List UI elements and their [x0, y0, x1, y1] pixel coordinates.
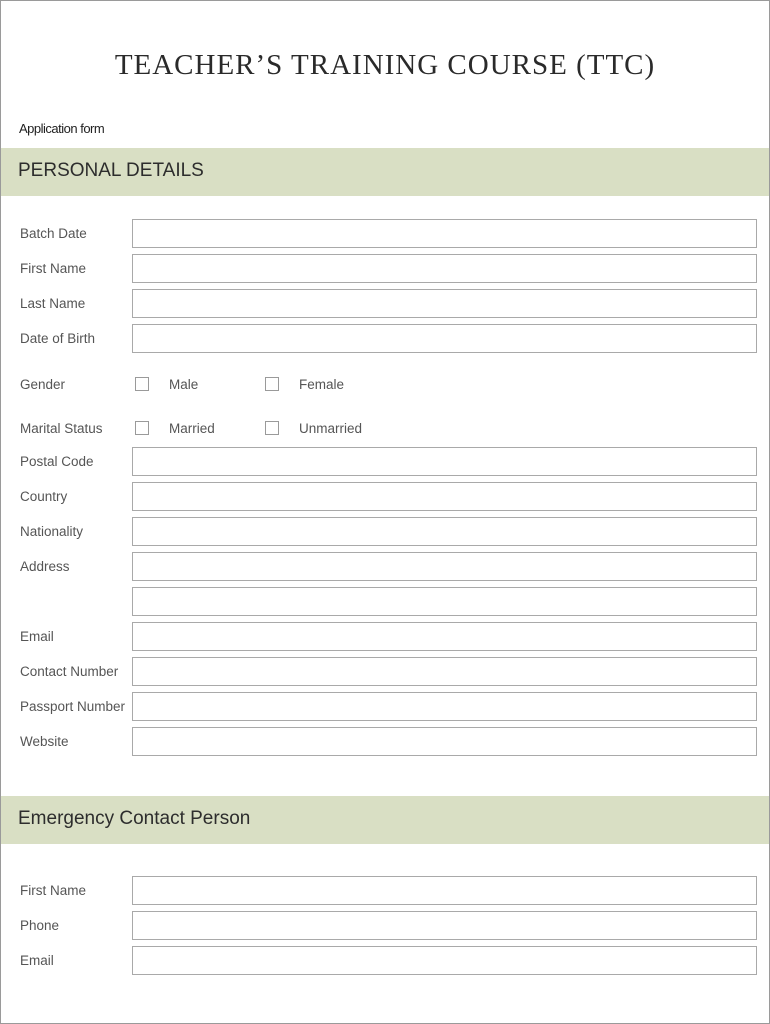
first-name-field[interactable]	[132, 254, 757, 283]
country-label: Country	[20, 489, 68, 504]
emergency-first-name-field[interactable]	[132, 876, 757, 905]
address-row	[1, 552, 769, 581]
batch-date-field[interactable]	[132, 219, 757, 248]
website-row	[1, 727, 769, 756]
marital-status-row	[1, 414, 769, 443]
emergency-phone-label: Phone	[20, 918, 60, 933]
address-field-line-2[interactable]	[132, 587, 757, 616]
gender-row	[1, 370, 769, 399]
personal-details-heading: PERSONAL DETAILS	[1, 148, 769, 196]
last-name-row	[1, 289, 769, 318]
contact-number-field[interactable]	[132, 657, 757, 686]
form-title: TEACHER’S TRAINING COURSE (TTC)	[114, 49, 656, 81]
emergency-email-label: Email	[20, 953, 54, 968]
emergency-contact-heading: Emergency Contact Person	[1, 796, 769, 844]
emergency-email-row	[1, 946, 769, 975]
batch-date-label: Batch Date	[20, 226, 87, 241]
first-name-row	[1, 254, 769, 283]
email-label: Email	[20, 629, 54, 644]
emergency-first-name-label: First Name	[20, 883, 87, 898]
unmarried-checkbox[interactable]	[265, 421, 279, 435]
website-label: Website	[20, 734, 69, 749]
address-field-line-1[interactable]	[132, 552, 757, 581]
emergency-phone-row	[1, 911, 769, 940]
address-row-2	[1, 587, 769, 616]
dob-label: Date of Birth	[20, 331, 96, 346]
unmarried-label: Unmarried	[299, 421, 363, 436]
nationality-field[interactable]	[132, 517, 757, 546]
female-label: Female	[299, 377, 345, 392]
contact-number-label: Contact Number	[20, 664, 119, 679]
first-name-label: First Name	[20, 261, 87, 276]
country-row	[1, 482, 769, 511]
dob-field[interactable]	[132, 324, 757, 353]
last-name-label: Last Name	[20, 296, 86, 311]
emergency-first-name-row	[1, 876, 769, 905]
married-label: Married	[169, 421, 215, 436]
gender-label: Gender	[20, 377, 66, 392]
married-checkbox[interactable]	[135, 421, 149, 435]
address-label: Address	[20, 559, 70, 574]
postal-code-label: Postal Code	[20, 454, 94, 469]
emergency-phone-field[interactable]	[132, 911, 757, 940]
male-checkbox[interactable]	[135, 377, 149, 391]
emergency-email-field[interactable]	[132, 946, 757, 975]
batch-date-row	[1, 219, 769, 248]
last-name-field[interactable]	[132, 289, 757, 318]
country-field[interactable]	[132, 482, 757, 511]
passport-number-field[interactable]	[132, 692, 757, 721]
marital-status-label: Marital Status	[20, 421, 103, 436]
nationality-label: Nationality	[20, 524, 84, 539]
nationality-row	[1, 517, 769, 546]
email-field[interactable]	[132, 622, 757, 651]
postal-code-field[interactable]	[132, 447, 757, 476]
postal-code-row	[1, 447, 769, 476]
passport-number-label: Passport Number	[20, 699, 126, 714]
male-label: Male	[169, 377, 199, 392]
email-row	[1, 622, 769, 651]
female-checkbox[interactable]	[265, 377, 279, 391]
website-field[interactable]	[132, 727, 757, 756]
dob-row	[1, 324, 769, 353]
passport-number-row	[1, 692, 769, 721]
form-subtitle: Application form	[19, 121, 105, 136]
contact-number-row	[1, 657, 769, 686]
